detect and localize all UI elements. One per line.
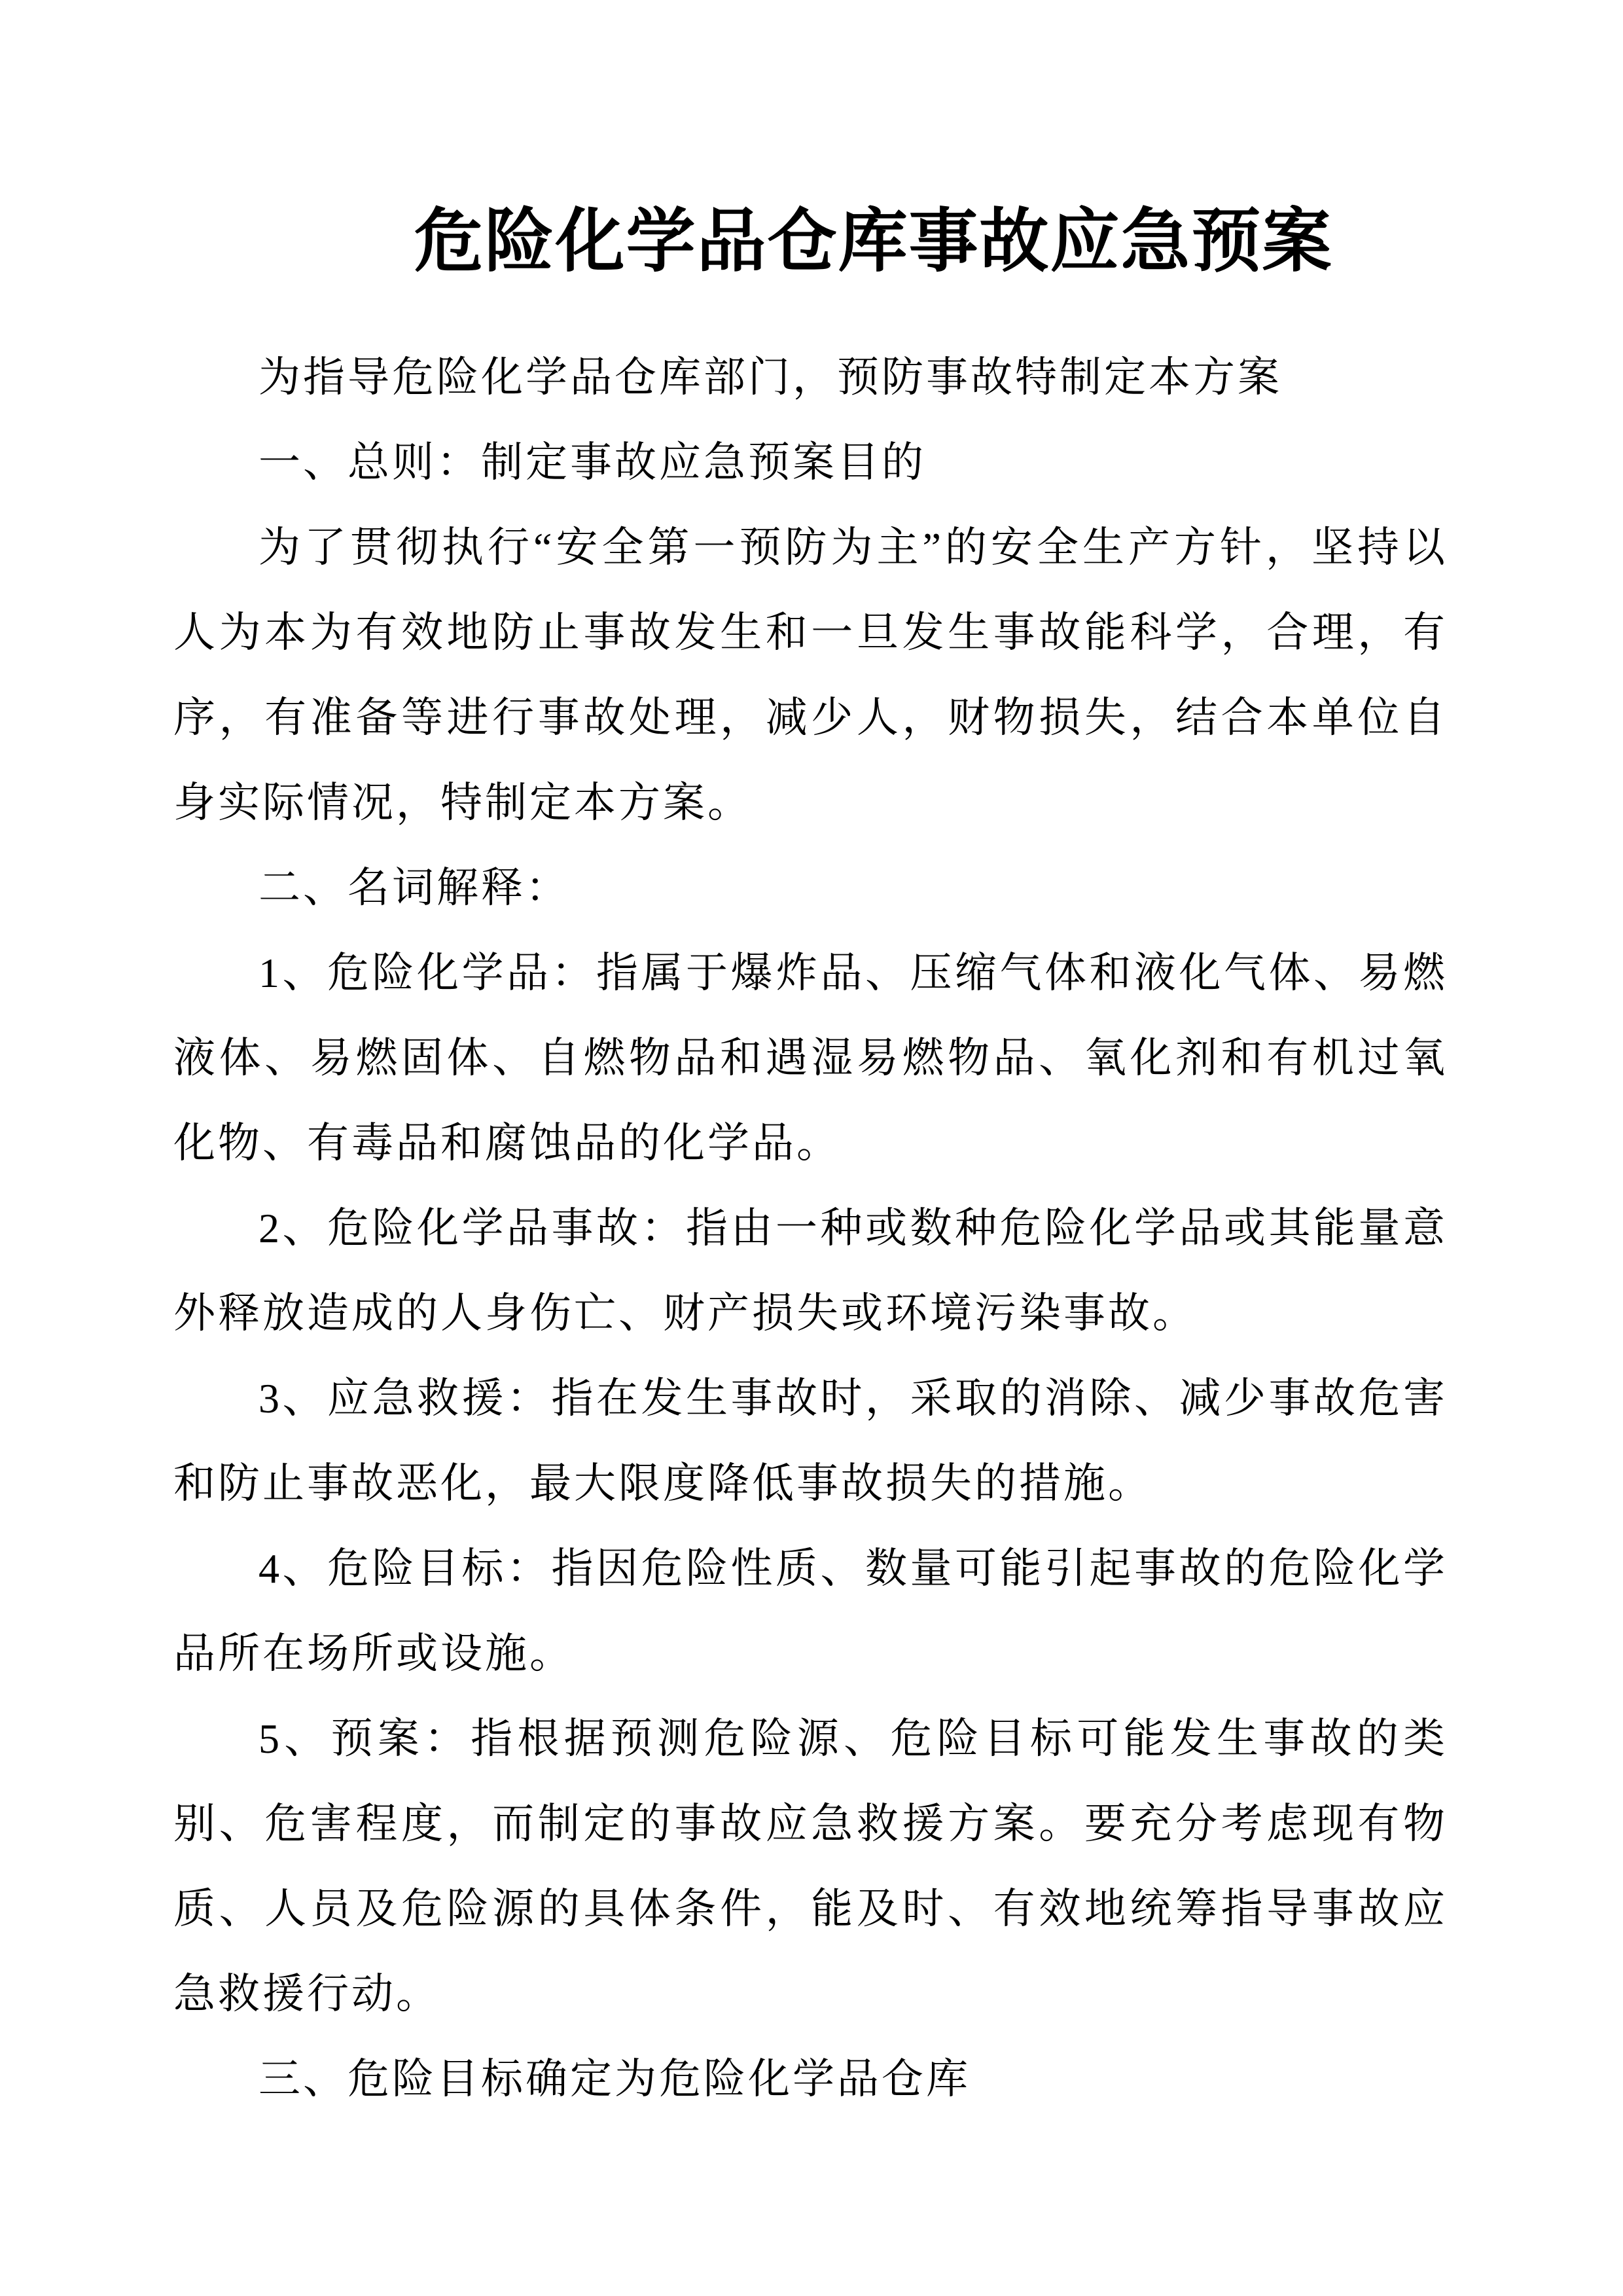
term-4-definition: 4、危险目标：指因危险性质、数量可能引起事故的危险化学品所在场所或设施。 bbox=[173, 1545, 1448, 1677]
document-body bbox=[173, 335, 1448, 2122]
section-1-body: 为了贯彻执行“安全第一预防为主”的安全生产方针，坚持以人为本为有效地防止事故发生和一旦发生事故能科学，合理，有序，有准备等进行事故处理，减少人，财物损失，结合本单位自身实际情况，特制定本方案。 bbox=[173, 524, 1448, 826]
term-5-definition: 5、预案：指根据预测危险源、危险目标可能发生事故的类别、危害程度，而制定的事故应急救援方案。要充分考虑现有物质、人员及危险源的具体条件，能及时、有效地统筹指导事故应急救援行动。 bbox=[173, 1715, 1448, 2017]
section-2-heading: 二、名词解释： bbox=[259, 865, 570, 911]
section-1-heading: 一、总则：制定事故应急预案目的 bbox=[259, 439, 926, 486]
intro-paragraph: 为指导危险化学品仓库部门，预防事故特制定本方案 bbox=[259, 354, 1282, 401]
term-3-definition: 3、应急救援：指在发生事故时，采取的消除、减少事故危害和防止事故恶化，最大限度降低事故损失的措施。 bbox=[173, 1375, 1448, 1507]
section-3-heading: 三、危险目标确定为危险化学品仓库 bbox=[259, 2056, 971, 2102]
document-title: 危险化学品仓库事故应急预案 bbox=[414, 204, 1333, 280]
term-2-definition: 2、危险化学品事故：指由一种或数种危险化学品或其能量意外释放造成的人身伤亡、财产损失或环境污染事故。 bbox=[173, 1205, 1448, 1336]
term-1-definition: 1、危险化学品：指属于爆炸品、压缩气体和液化气体、易燃液体、易燃固体、自燃物品和遇湿易燃物品、氧化剂和有机过氧化物、有毒品和腐蚀品的化学品。 bbox=[173, 950, 1448, 1166]
